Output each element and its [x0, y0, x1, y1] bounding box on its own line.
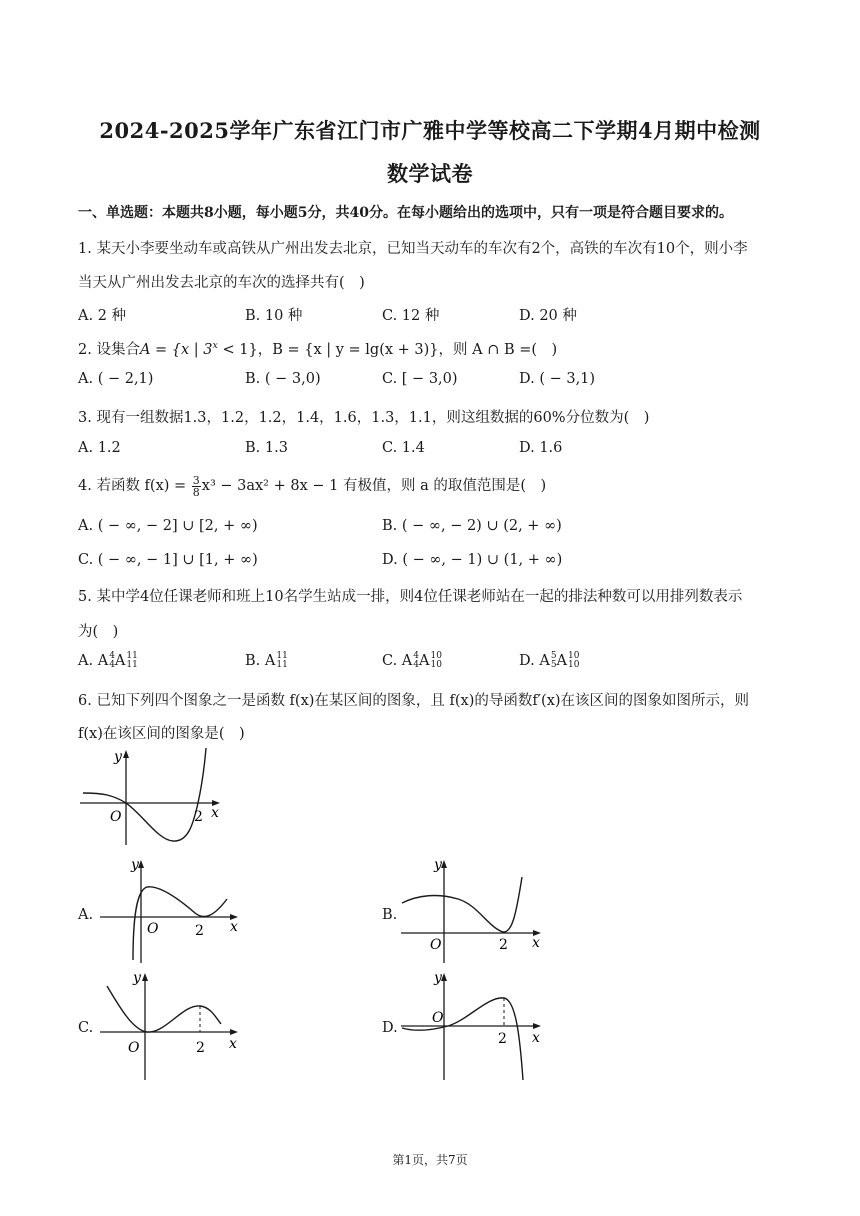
axis-y-label: y: [114, 749, 122, 765]
q5-c-label: C.: [382, 653, 402, 669]
q6-option-d-label: D.: [382, 1020, 398, 1036]
q5-d-label: D.: [519, 653, 540, 669]
q5-option-a: [78, 652, 138, 670]
origin-label: O: [432, 1010, 444, 1026]
q2-option-d: D. ( − 3,1): [519, 371, 596, 387]
perm-sub: 11: [276, 660, 288, 670]
q2-option-b: B. ( − 3,0): [245, 371, 321, 387]
q4-rest: x³ − 3ax² + 8x − 1 有极值，则 a 的取值范围是( ): [201, 478, 547, 494]
q4-option-b: B. ( − ∞, − 2) ∪ (2, + ∞): [382, 518, 562, 534]
perm-sup: 10: [430, 651, 442, 661]
axis-y-label: y: [131, 857, 139, 873]
axis-x-label: x: [532, 935, 540, 951]
q5-option-c: [382, 652, 442, 670]
perm-symbol: A: [97, 653, 109, 669]
q3-option-b: B. 1.3: [245, 440, 288, 456]
q6-option-a-label: A.: [78, 907, 94, 923]
axis-y-label: y: [434, 970, 442, 986]
tick-label: 2: [194, 809, 203, 825]
q5-a-label: A.: [78, 653, 98, 669]
q5-line1: 5. 某中学4位任课老师和班上10名学生站成一排，则4位任课老师站在一起的排法种数可以用排列数表示: [78, 589, 743, 605]
origin-label: O: [110, 809, 122, 825]
q3-option-c: C. 1.4: [382, 440, 425, 456]
q2-set-a: A = {x | 3: [139, 342, 213, 358]
perm-sup: 4: [413, 651, 420, 661]
q4-prefix: 4. 若函数 f(x) =: [78, 478, 191, 494]
origin-label: O: [147, 921, 159, 937]
q2-set-rest: < 1}，B = {x | y = lg(x + 3)}，则 A ∩ B =( ): [217, 342, 558, 358]
perm-sup: 11: [126, 651, 138, 661]
title-line2: 数学试卷: [387, 161, 473, 186]
q5-option-d: [519, 652, 579, 670]
q6-option-d-graph: [398, 968, 558, 1083]
perm-sub: 11: [126, 660, 138, 670]
q3-option-d: D. 1.6: [519, 440, 563, 456]
page-footer: 第1页，共7页: [392, 1153, 468, 1167]
q1-option-a: A. 2 种: [78, 308, 127, 324]
q1-line2: 当天从广州出发去北京的车次的选择共有( ): [78, 275, 365, 291]
q6-line1: 6. 已知下列四个图象之一是函数 f(x)在某区间的图象，且 f(x)的导函数f′(x)在该区间的图象如图所示，则: [78, 693, 750, 709]
q6-option-b-graph: [398, 855, 558, 965]
axis-x-label: x: [211, 805, 219, 821]
tick-label: 2: [498, 1031, 507, 1047]
q6-option-b-label: B.: [382, 907, 398, 923]
perm-sub: 4: [413, 660, 420, 670]
q2-prefix: 2. 设集合: [78, 342, 140, 358]
q4-stem: [78, 474, 546, 498]
perm-sup: 5: [550, 651, 557, 661]
tick-label: 2: [196, 1040, 205, 1056]
q2-exponent: x: [212, 340, 218, 352]
q2-option-a: A. ( − 2,1): [78, 371, 154, 387]
perm-sup: 10: [568, 651, 580, 661]
perm-symbol: A: [401, 653, 413, 669]
axis-y-label: y: [434, 857, 442, 873]
perm-sup: 4: [109, 651, 115, 661]
q2-stem: [78, 338, 557, 359]
q6-option-c-label: C.: [78, 1020, 94, 1036]
perm-symbol: A: [539, 653, 550, 669]
tick-label: 2: [499, 937, 508, 953]
perm-sub: 10: [430, 660, 442, 670]
q4-frac-den: 8: [192, 485, 200, 499]
perm-symbol: A: [419, 653, 430, 669]
axis-x-label: x: [230, 919, 238, 935]
q5-option-b: [245, 652, 288, 670]
q4-fraction: [192, 475, 201, 498]
perm-sup: 11: [276, 651, 288, 661]
q4-option-a: A. ( − ∞, − 2] ∪ [2, + ∞): [78, 518, 258, 534]
origin-label: O: [430, 937, 442, 953]
derivative-graph: [78, 745, 238, 850]
q4-option-d: D. ( − ∞, − 1) ∪ (1, + ∞): [382, 552, 563, 568]
q6-option-c-graph: [95, 968, 255, 1083]
title-line1: 2024-2025学年广东省江门市广雅中学等校高二下学期4月期中检测: [99, 118, 761, 143]
q3-stem: 3. 现有一组数据1.3，1.2，1.2，1.4，1.6，1.3，1.1，则这组数据的60%分位数为( ): [78, 410, 650, 426]
q6-option-a-graph: [95, 855, 255, 965]
axis-y-label: y: [133, 970, 141, 986]
perm-symbol: A: [264, 653, 276, 669]
axis-x-label: x: [229, 1036, 237, 1052]
section-1-header: 一、单选题：本题共8小题，每小题5分，共40分。在每小题给出的选项中，只有一项是符合题目要求的。: [78, 205, 733, 221]
perm-symbol: A: [114, 653, 126, 669]
axis-x-label: x: [532, 1030, 540, 1046]
q4-frac-num: 3: [192, 473, 200, 487]
q4-option-c: C. ( − ∞, − 1] ∪ [1, + ∞): [78, 552, 258, 568]
perm-sub: 5: [550, 660, 557, 670]
q6-line2: f(x)在该区间的图象是( ): [78, 726, 245, 742]
perm-symbol: A: [556, 653, 568, 669]
q5-b-label: B.: [245, 653, 265, 669]
q1-option-c: C. 12 种: [382, 308, 440, 324]
q5-line2: 为( ): [78, 624, 119, 640]
q1-line1: 1. 某天小李要坐动车或高铁从广州出发去北京，已知当天动车的车次有2个，高铁的车次有10个，则小李: [78, 241, 748, 257]
perm-sub: 4: [109, 660, 115, 670]
q1-option-b: B. 10 种: [245, 308, 303, 324]
q3-option-a: A. 1.2: [78, 440, 121, 456]
q2-option-c: C. [ − 3,0): [382, 371, 458, 387]
q1-option-d: D. 20 种: [519, 308, 577, 324]
tick-label: 2: [195, 923, 204, 939]
perm-sub: 10: [568, 660, 580, 670]
origin-label: O: [128, 1040, 140, 1056]
